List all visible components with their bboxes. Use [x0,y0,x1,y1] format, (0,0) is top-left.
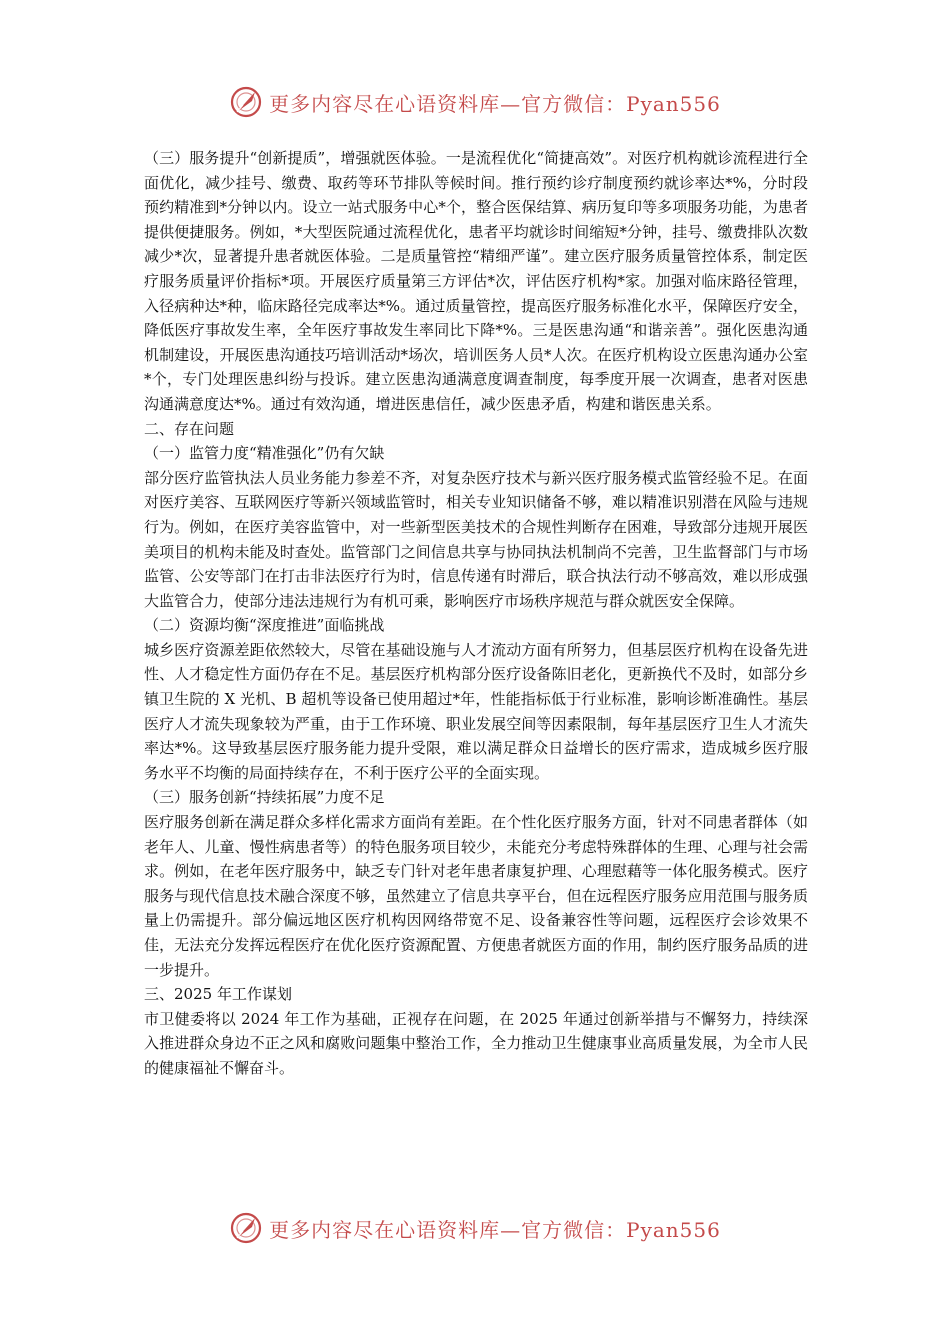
subheading-resource-balance: （二）资源均衡“深度推进”面临挑战 [144,616,385,635]
subheading-service-innovation: （三）服务创新“持续拓展”力度不足 [144,788,385,807]
quill-logo-icon [229,85,263,119]
header-banner-text: 更多内容尽在心语资料库—官方微信：Pyan556 [269,91,721,116]
subheading-supervision: （一）监管力度“精准强化”仍有欠缺 [144,444,385,463]
header-banner [0,80,950,124]
quill-logo-icon [229,1211,263,1245]
paragraph-service-innovation: 医疗服务创新在满足群众多样化需求方面尚有差距。在个性化医疗服务方面，针对不同患者群体（如老年人、儿童、慢性病患者等）的特色服务项目较少，未能充分考虑特殊群体的生理、心理与社会需求。例如，在老年医疗服务中，缺乏专门针对老年患者康复护理、心理慰藉等一体化服务模式。医疗服务与现代信息技术融合深度不够，虽然建立了信息共享平台，但在远程医疗服务应用范围与服务质量上仍需提升。部分偏远地区医疗机构因网络带宽不足、设备兼容性等问题，远程医疗会诊效果不佳，无法充分发挥远程医疗在优化医疗资源配置、方便患者就医方面的作用，制约医疗服务品质的进一步提升。 [144,813,808,979]
paragraph-2025-plan: 市卫健委将以 2024 年工作为基础，正视存在问题，在 2025 年通过创新举措与不懈努力，持续深入推进群众身边不正之风和腐败问题集中整治工作，全力推动卫生健康事业高质量发展，为全市人民的健康福祉不懈奋斗。 [144,1009,808,1077]
section-heading-2025-plan: 三、2025 年工作谋划 [144,985,292,1004]
document-body [144,146,808,1081]
paragraph-resource-balance: 城乡医疗资源差距依然较大，尽管在基础设施与人才流动方面有所努力，但基层医疗机构在设备先进性、人才稳定性方面仍存在不足。基层医疗机构部分医疗设备陈旧老化，更新换代不及时，如部分乡镇卫生院的 X 光机、B 超机等设备已使用超过*年，性能指标低于行业标准，影响诊断准确性。基层医疗人才流失现象较为严重，由于工作环境、职业发展空间等因素限制，每年基层医疗卫生人才流失率达*%。这导致基层医疗服务能力提升受限，难以满足群众日益增长的医疗需求，造成城乡医疗服务水平不均衡的局面持续存在，不利于医疗公平的全面实现。 [144,640,808,782]
footer-banner-text: 更多内容尽在心语资料库—官方微信：Pyan556 [269,1217,721,1242]
footer-banner [0,1206,950,1250]
paragraph-service-improvement: （三）服务提升“创新提质”，增强就医体验。一是流程优化“简捷高效”。对医疗机构就诊流程进行全面优化，减少挂号、缴费、取药等环节排队等候时间。推行预约诊疗制度预约就诊率达*%，分时段预约精准到*分钟以内。设立一站式服务中心*个，整合医保结算、病历复印等多项服务功能，为患者提供便捷服务。例如，*大型医院通过流程优化，患者平均就诊时间缩短*分钟，挂号、缴费排队次数减少*次，显著提升患者就医体验。二是质量管控“精细严谨”。建立医疗服务质量管控体系，制定医疗服务质量评价指标*项。开展医疗质量第三方评估*次，评估医疗机构*家。加强对临床路径管理，入径病种达*种，临床路径完成率达*%。通过质量管控，提高医疗服务标准化水平，保障医疗安全，降低医疗事故发生率，全年医疗事故发生率同比下降*%。三是医患沟通“和谐亲善”。强化医患沟通机制建设，开展医患沟通技巧培训活动*场次，培训医务人员*人次。在医疗机构设立医患沟通办公室*个，专门处理医患纠纷与投诉。建立医患沟通满意度调查制度，每季度开展一次调查，患者对医患沟通满意度达*%。通过有效沟通，增进医患信任，减少医患矛盾，构建和谐医患关系。 [144,149,808,413]
section-heading-problems: 二、存在问题 [144,419,235,438]
paragraph-supervision: 部分医疗监管执法人员业务能力参差不齐，对复杂医疗技术与新兴医疗服务模式监管经验不足。在面对医疗美容、互联网医疗等新兴领域监管时，相关专业知识储备不够，难以精准识别潜在风险与违规行为。例如，在医疗美容监管中，对一些新型医美技术的合规性判断存在困难，导致部分违规开展医美项目的机构未能及时查处。监管部门之间信息共享与协同执法机制尚不完善，卫生监督部门与市场监管、公安等部门在打击非法医疗行为时，信息传递有时滞后，联合执法行动不够高效，难以形成强大监管合力，使部分违法违规行为有机可乘，影响医疗市场秩序规范与群众就医安全保障。 [144,468,808,610]
